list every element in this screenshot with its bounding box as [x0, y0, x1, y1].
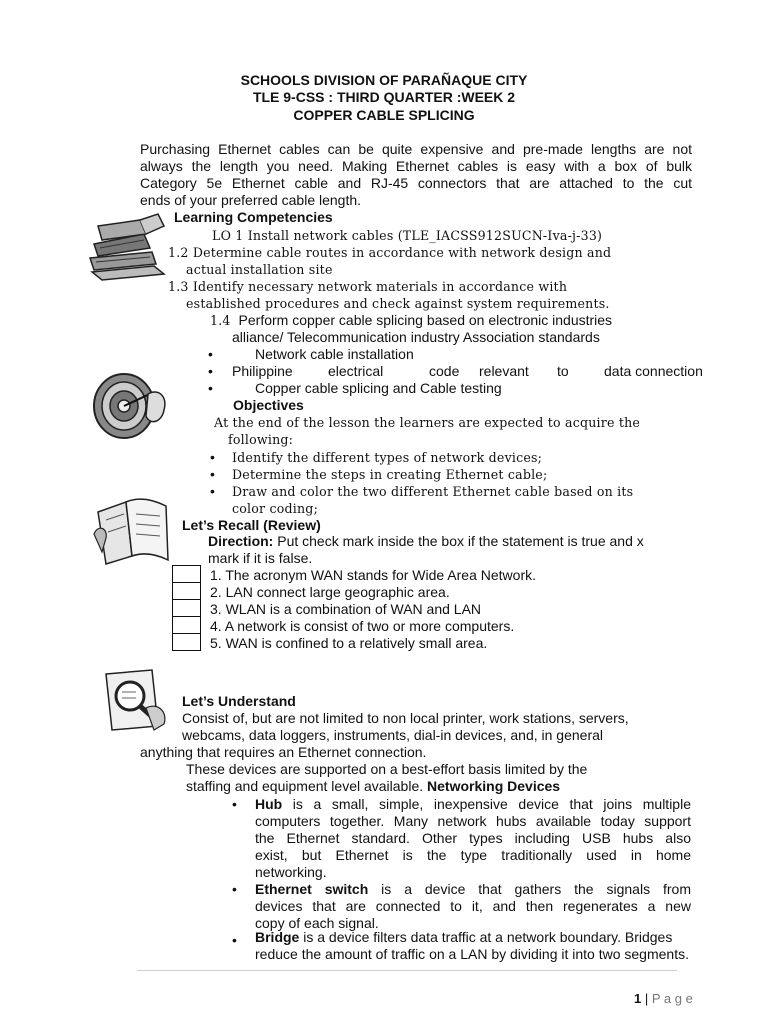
- recall-item: 5. WAN is confined to a relatively small area.: [210, 635, 488, 651]
- title-course: TLE 9-CSS : THIRD QUARTER :WEEK 2: [252, 89, 516, 105]
- recall-item: 3. WLAN is a combination of WAN and LAN: [210, 601, 482, 617]
- bullet-marker: [232, 932, 237, 949]
- understand-heading: Let’s Understand: [182, 693, 296, 709]
- bridge-definition: reduce the amount of traffic on a LAN by dividing it into two segments.: [255, 946, 689, 962]
- intro-line: always the length you need. Making Ethernet cables is easy with a box of bulk: [140, 158, 692, 174]
- answer-box[interactable]: [172, 617, 201, 634]
- understand-paragraph: webcams, data loggers, instruments, dial-in devices, and, in general: [182, 727, 603, 743]
- competency-bullet-word: relevant: [479, 363, 529, 379]
- switch-definition: devices that are connected to it, and then regenerates a new: [255, 898, 691, 914]
- bullet-marker: [210, 466, 215, 483]
- bullet-marker: [232, 796, 237, 813]
- bullet-marker: [210, 449, 215, 466]
- competency-1-4-cont: alliance/ Telecommunication industry Association standards: [232, 329, 600, 345]
- competency-1-2: 1.2 Determine cable routes in accordance with network design and: [168, 245, 612, 260]
- competency-bullet: Philippine: [232, 363, 293, 379]
- intro-line: Purchasing Ethernet cables can be quite expensive and pre-made lengths are not: [140, 141, 692, 157]
- objective-item: Identify the different types of network devices;: [232, 450, 543, 465]
- open-book-icon: [92, 494, 176, 566]
- hub-definition: the Ethernet standard. Other types including USB hubs also: [255, 830, 691, 846]
- direction-text-cont: mark if it is false.: [208, 550, 313, 566]
- bullet-marker: [208, 363, 213, 380]
- competency-bullet-word: electrical: [328, 363, 384, 379]
- dartboard-icon: [88, 370, 172, 446]
- competency-bullet-word: to: [557, 363, 569, 379]
- bullet-marker: [210, 483, 215, 500]
- understand-paragraph: These devices are supported on a best-effort basis limited by the: [186, 761, 588, 777]
- understand-paragraph: Consist of, but are not limited to non local printer, work stations, servers,: [182, 710, 629, 726]
- objective-item-cont: color coding;: [232, 501, 319, 516]
- bullet-marker: [208, 346, 213, 363]
- answer-box[interactable]: [172, 565, 201, 583]
- competency-1-3-cont: established procedures and check against system requirements.: [186, 296, 610, 311]
- title-topic: COPPER CABLE SPLICING: [293, 107, 475, 123]
- recall-item: 2. LAN connect large geographic area.: [210, 584, 450, 600]
- bridge-definition: Bridge is a device filters data traffic at a network boundary. Bridges: [255, 929, 673, 945]
- understand-paragraph: staffing and equipment level available.: [186, 778, 424, 794]
- hub-definition: exist, but Ethernet is the type traditionally used in home: [255, 847, 691, 863]
- competency-1-2-cont: actual installation site: [186, 262, 333, 277]
- objective-item: Draw and color the two different Ethernet cable based on its: [232, 484, 634, 499]
- competency-1-3: 1.3 Identify necessary network materials in accordance with: [168, 279, 568, 294]
- switch-definition: copy of each signal.: [255, 915, 379, 931]
- competency-1-4: Perform copper cable splicing based on electronic industries: [238, 312, 613, 328]
- intro-line: ends of your preferred cable length.: [140, 192, 362, 208]
- objective-item: Determine the steps in creating Ethernet cable;: [232, 467, 548, 482]
- lo1-text: LO 1 Install network cables (TLE_IACSS912SUCN-Iva-j-33): [212, 228, 603, 243]
- understand-paragraph: anything that requires an Ethernet connection.: [140, 744, 427, 760]
- magnifier-paper-icon: [102, 668, 172, 734]
- title-division: SCHOOLS DIVISION OF PARAÑAQUE CITY: [240, 72, 528, 88]
- intro-line: Category 5e Ethernet cable and RJ-45 connectors that are attached to the cut: [140, 175, 692, 191]
- recall-item: 1. The acronym WAN stands for Wide Area Network.: [210, 567, 537, 583]
- competency-1-4-number: 1.4: [210, 313, 231, 328]
- competency-bullet: Copper cable splicing and Cable testing: [255, 380, 502, 396]
- bullet-marker: [232, 881, 237, 898]
- direction-text: Put check mark inside the box if the statement is true and x: [273, 533, 644, 549]
- footer-divider: [137, 970, 677, 971]
- networking-devices-heading: Networking Devices: [427, 778, 561, 794]
- objectives-intro: At the end of the lesson the learners are expected to acquire the: [214, 415, 641, 430]
- recall-heading: Let’s Recall (Review): [182, 517, 321, 533]
- answer-box[interactable]: [172, 583, 201, 600]
- direction-label: Direction:: [208, 533, 274, 549]
- competency-bullet-word: data connection: [604, 363, 703, 379]
- recall-item: 4. A network is consist of two or more computers.: [210, 618, 515, 634]
- page-footer: 1 | P a g e: [634, 991, 693, 1006]
- books-icon: [84, 212, 172, 284]
- answer-box[interactable]: [172, 600, 201, 617]
- competencies-heading: Learning Competencies: [174, 209, 333, 225]
- hub-definition: networking.: [255, 864, 327, 880]
- objectives-heading: Objectives: [233, 397, 304, 413]
- competency-bullet: Network cable installation: [255, 346, 414, 362]
- bullet-marker: [208, 380, 213, 397]
- hub-definition: Hub is a small, simple, inexpensive device that joins multiple: [255, 796, 691, 812]
- competency-bullet-word: code: [429, 363, 460, 379]
- objectives-intro-cont: following:: [228, 432, 294, 447]
- switch-definition: Ethernet switch is a device that gathers the signals from: [255, 881, 691, 897]
- answer-box[interactable]: [172, 634, 201, 651]
- hub-definition: computers together. Many network hubs available today support: [255, 813, 691, 829]
